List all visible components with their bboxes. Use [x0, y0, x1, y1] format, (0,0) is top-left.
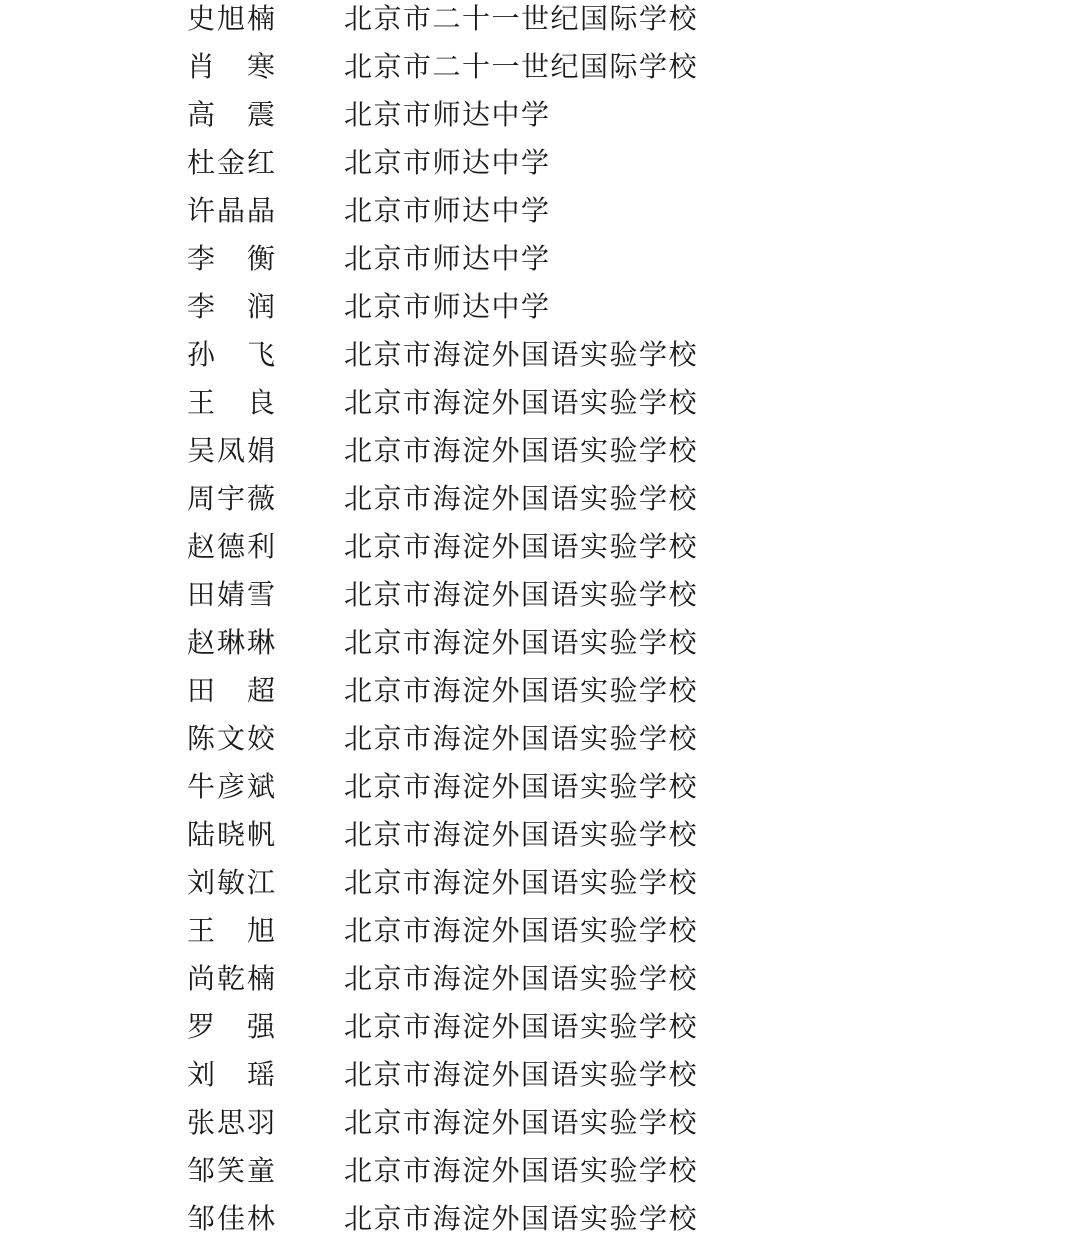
list-item — [0, 187, 1080, 235]
person-name: 邹笑童 — [187, 1154, 275, 1187]
person-name: 刘敏江 — [187, 866, 275, 899]
list-item — [0, 907, 1080, 955]
person-name: 尚乾楠 — [187, 962, 275, 995]
list-item — [0, 331, 1080, 379]
person-name: 王 旭 — [187, 914, 275, 947]
person-name: 吴凤娟 — [187, 434, 275, 467]
person-name: 田 超 — [187, 674, 275, 707]
school-name: 北京市海淀外国语实验学校 — [344, 386, 699, 419]
list-item — [0, 1195, 1080, 1243]
list-item — [0, 619, 1080, 667]
list-item — [0, 475, 1080, 523]
list-item — [0, 1099, 1080, 1147]
person-name: 高 震 — [187, 98, 275, 131]
person-name: 罗 强 — [187, 1010, 275, 1043]
school-name: 北京市师达中学 — [344, 290, 551, 323]
person-name: 史旭楠 — [187, 2, 275, 35]
school-name: 北京市海淀外国语实验学校 — [344, 578, 699, 611]
school-name: 北京市师达中学 — [344, 98, 551, 131]
list-item — [0, 235, 1080, 283]
list-item — [0, 139, 1080, 187]
person-name: 刘 瑶 — [187, 1058, 275, 1091]
list-item — [0, 955, 1080, 1003]
list-item — [0, 379, 1080, 427]
school-name: 北京市二十一世纪国际学校 — [344, 2, 699, 35]
school-name: 北京市海淀外国语实验学校 — [344, 530, 699, 563]
list-item — [0, 1003, 1080, 1051]
school-name: 北京市二十一世纪国际学校 — [344, 50, 699, 83]
school-name: 北京市海淀外国语实验学校 — [344, 866, 699, 899]
list-item — [0, 283, 1080, 331]
list-item — [0, 427, 1080, 475]
person-name: 赵琳琳 — [187, 626, 275, 659]
person-name: 王 良 — [187, 386, 275, 419]
person-name: 陈文姣 — [187, 722, 275, 755]
person-name: 许晶晶 — [187, 194, 275, 227]
person-name: 周宇薇 — [187, 482, 275, 515]
school-name: 北京市海淀外国语实验学校 — [344, 962, 699, 995]
list-item — [0, 0, 1080, 43]
school-name: 北京市海淀外国语实验学校 — [344, 818, 699, 851]
list-item — [0, 91, 1080, 139]
list-item — [0, 763, 1080, 811]
list-item — [0, 1051, 1080, 1099]
person-name: 肖 寒 — [187, 50, 275, 83]
list-item — [0, 667, 1080, 715]
school-name: 北京市海淀外国语实验学校 — [344, 722, 699, 755]
school-name: 北京市海淀外国语实验学校 — [344, 1010, 699, 1043]
school-name: 北京市海淀外国语实验学校 — [344, 1154, 699, 1187]
school-name: 北京市海淀外国语实验学校 — [344, 1202, 699, 1235]
person-name: 张思羽 — [187, 1106, 275, 1139]
school-name: 北京市海淀外国语实验学校 — [344, 770, 699, 803]
school-name: 北京市师达中学 — [344, 242, 551, 275]
person-name: 邹佳林 — [187, 1202, 275, 1235]
school-name: 北京市师达中学 — [344, 146, 551, 179]
list-item — [0, 715, 1080, 763]
person-name: 牛彦斌 — [187, 770, 275, 803]
list-item — [0, 1147, 1080, 1195]
person-name: 孙 飞 — [187, 338, 275, 371]
list-item — [0, 571, 1080, 619]
school-name: 北京市海淀外国语实验学校 — [344, 1106, 699, 1139]
list-item — [0, 859, 1080, 907]
school-name: 北京市海淀外国语实验学校 — [344, 482, 699, 515]
list-item — [0, 523, 1080, 571]
school-name: 北京市海淀外国语实验学校 — [344, 434, 699, 467]
person-name: 李 衡 — [187, 242, 275, 275]
person-name: 杜金红 — [187, 146, 275, 179]
school-name: 北京市海淀外国语实验学校 — [344, 914, 699, 947]
school-name: 北京市海淀外国语实验学校 — [344, 1058, 699, 1091]
school-name: 北京市海淀外国语实验学校 — [344, 338, 699, 371]
person-name: 陆晓帆 — [187, 818, 275, 851]
list-item — [0, 811, 1080, 859]
school-name: 北京市海淀外国语实验学校 — [344, 626, 699, 659]
school-name: 北京市师达中学 — [344, 194, 551, 227]
school-name: 北京市海淀外国语实验学校 — [344, 674, 699, 707]
person-name: 赵德利 — [187, 530, 275, 563]
person-name: 田婧雪 — [187, 578, 275, 611]
person-name: 李 润 — [187, 290, 275, 323]
list-item — [0, 43, 1080, 91]
